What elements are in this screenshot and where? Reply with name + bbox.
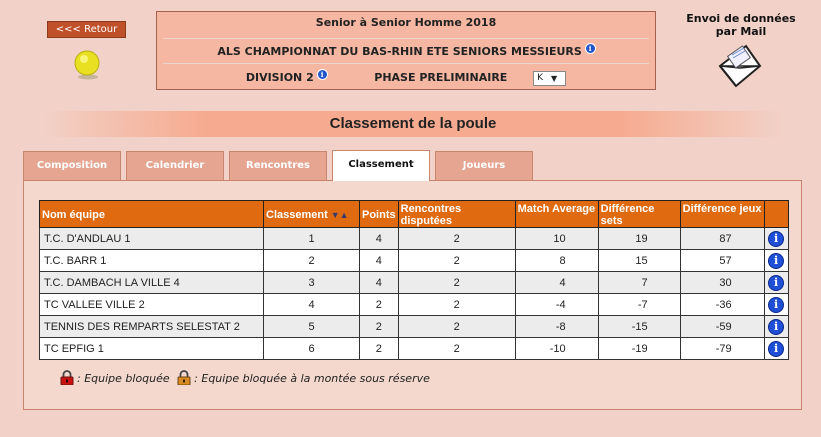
standings-table (39, 200, 789, 360)
mail-envelope-icon[interactable] (716, 42, 764, 91)
diff-sets-cell: 7 (598, 272, 680, 294)
col-header-rank-label: Classement (266, 209, 328, 221)
col-header-match-average[interactable]: Match Average (515, 201, 598, 228)
match-average-cell: -8 (515, 316, 598, 338)
division-info-icon[interactable]: i (318, 70, 327, 79)
diff-sets-cell: 19 (598, 228, 680, 250)
team-info-cell (764, 294, 788, 316)
table-row (40, 294, 789, 316)
table-row (40, 338, 789, 360)
team-info-icon[interactable]: i (769, 232, 783, 246)
team-info-icon[interactable]: i (769, 342, 783, 356)
col-header-played[interactable]: Rencontres disputées (398, 201, 515, 228)
division-row (157, 70, 655, 86)
header-divider (163, 63, 649, 64)
competition-category: Senior à Senior Homme 2018 (315, 16, 497, 29)
team-info-icon[interactable]: i (769, 298, 783, 312)
diff-games-cell: -79 (680, 338, 764, 360)
legend-blocked-promotion-text: : Equipe bloquée à la montée sous réserve (194, 372, 430, 385)
mail-export-label (668, 12, 814, 38)
match-average-cell: 10 (515, 228, 598, 250)
team-name-cell: T.C. DAMBACH LA VILLE 4 (40, 272, 264, 294)
points-cell: 4 (360, 250, 399, 272)
col-header-diff-games[interactable]: Différence jeux (680, 201, 764, 228)
page-title: Classement de la poule (329, 115, 497, 132)
team-name-cell: TC EPFIG 1 (40, 338, 264, 360)
diff-sets-cell: 15 (598, 250, 680, 272)
played-cell: 2 (398, 228, 515, 250)
diff-games-cell: 87 (680, 228, 764, 250)
points-cell: 2 (360, 316, 399, 338)
tab-calendrier[interactable]: Calendrier (126, 151, 224, 180)
team-info-cell (764, 338, 788, 360)
header-divider (163, 38, 649, 39)
team-info-cell (764, 316, 788, 338)
team-info-cell (764, 228, 788, 250)
lock-red-icon (60, 370, 74, 388)
tab-rencontres[interactable]: Rencontres (229, 151, 327, 180)
match-average-cell: 8 (515, 250, 598, 272)
rank-cell: 5 (264, 316, 360, 338)
lock-orange-icon (177, 370, 191, 388)
col-header-team[interactable]: Nom équipe (40, 201, 264, 228)
rank-cell: 1 (264, 228, 360, 250)
rank-cell: 4 (264, 294, 360, 316)
diff-games-cell: -36 (680, 294, 764, 316)
rank-cell: 6 (264, 338, 360, 360)
match-average-cell: -4 (515, 294, 598, 316)
diff-games-cell: -59 (680, 316, 764, 338)
mail-label-line2: par Mail (715, 25, 767, 38)
played-cell: 2 (398, 250, 515, 272)
tab-joueurs[interactable]: Joueurs (435, 151, 533, 180)
match-average-cell: -10 (515, 338, 598, 360)
competition-header (156, 11, 656, 90)
page-title-band (40, 111, 786, 137)
col-header-info (764, 201, 788, 228)
played-cell: 2 (398, 316, 515, 338)
mail-label-line1: Envoi de données (686, 12, 796, 25)
played-cell: 2 (398, 272, 515, 294)
team-info-icon[interactable]: i (769, 254, 783, 268)
points-cell: 2 (360, 294, 399, 316)
table-row (40, 250, 789, 272)
division-label: DIVISION 2 (245, 71, 314, 84)
team-name-cell: T.C. D'ANDLAU 1 (40, 228, 264, 250)
diff-games-cell: 57 (680, 250, 764, 272)
table-header-row (40, 201, 789, 228)
tennis-ball-icon (74, 50, 102, 83)
match-average-cell: 4 (515, 272, 598, 294)
team-info-cell (764, 272, 788, 294)
played-cell: 2 (398, 338, 515, 360)
phase-label: PHASE PRELIMINAIRE (374, 71, 508, 84)
col-header-rank[interactable] (264, 201, 360, 228)
diff-sets-cell: -7 (598, 294, 680, 316)
team-name-cell: TENNIS DES REMPARTS SELESTAT 2 (40, 316, 264, 338)
table-row (40, 272, 789, 294)
phase-select[interactable] (533, 71, 566, 86)
team-name-cell: TC VALLEE VILLE 2 (40, 294, 264, 316)
chevron-down-icon: ▼ (551, 74, 558, 83)
competition-info-icon[interactable]: i (586, 44, 595, 53)
sort-arrows-icon[interactable]: ▼▲ (330, 210, 349, 220)
table-row (40, 228, 789, 250)
legend-blocked-text: : Equipe bloquée (77, 372, 170, 385)
diff-sets-cell: -19 (598, 338, 680, 360)
played-cell: 2 (398, 294, 515, 316)
tab-classement[interactable]: Classement (332, 150, 430, 181)
points-cell: 4 (360, 272, 399, 294)
table-row (40, 316, 789, 338)
rank-cell: 3 (264, 272, 360, 294)
team-info-icon[interactable]: i (769, 276, 783, 290)
team-info-cell (764, 250, 788, 272)
col-header-points[interactable]: Points (360, 201, 399, 228)
rank-cell: 2 (264, 250, 360, 272)
competition-name (157, 44, 655, 58)
team-info-icon[interactable]: i (769, 320, 783, 334)
phase-select-value: K (537, 73, 544, 83)
competition-name-text: ALS CHAMPIONNAT DU BAS-RHIN ETE SENIORS MESSIEURS (217, 45, 582, 58)
legend (60, 370, 430, 388)
tab-composition[interactable]: Composition (23, 151, 121, 180)
team-name-cell: T.C. BARR 1 (40, 250, 264, 272)
diff-sets-cell: -15 (598, 316, 680, 338)
diff-games-cell: 30 (680, 272, 764, 294)
points-cell: 2 (360, 338, 399, 360)
back-button[interactable]: <<< Retour (47, 21, 126, 38)
points-cell: 4 (360, 228, 399, 250)
col-header-diff-sets[interactable]: Différence sets (598, 201, 680, 228)
